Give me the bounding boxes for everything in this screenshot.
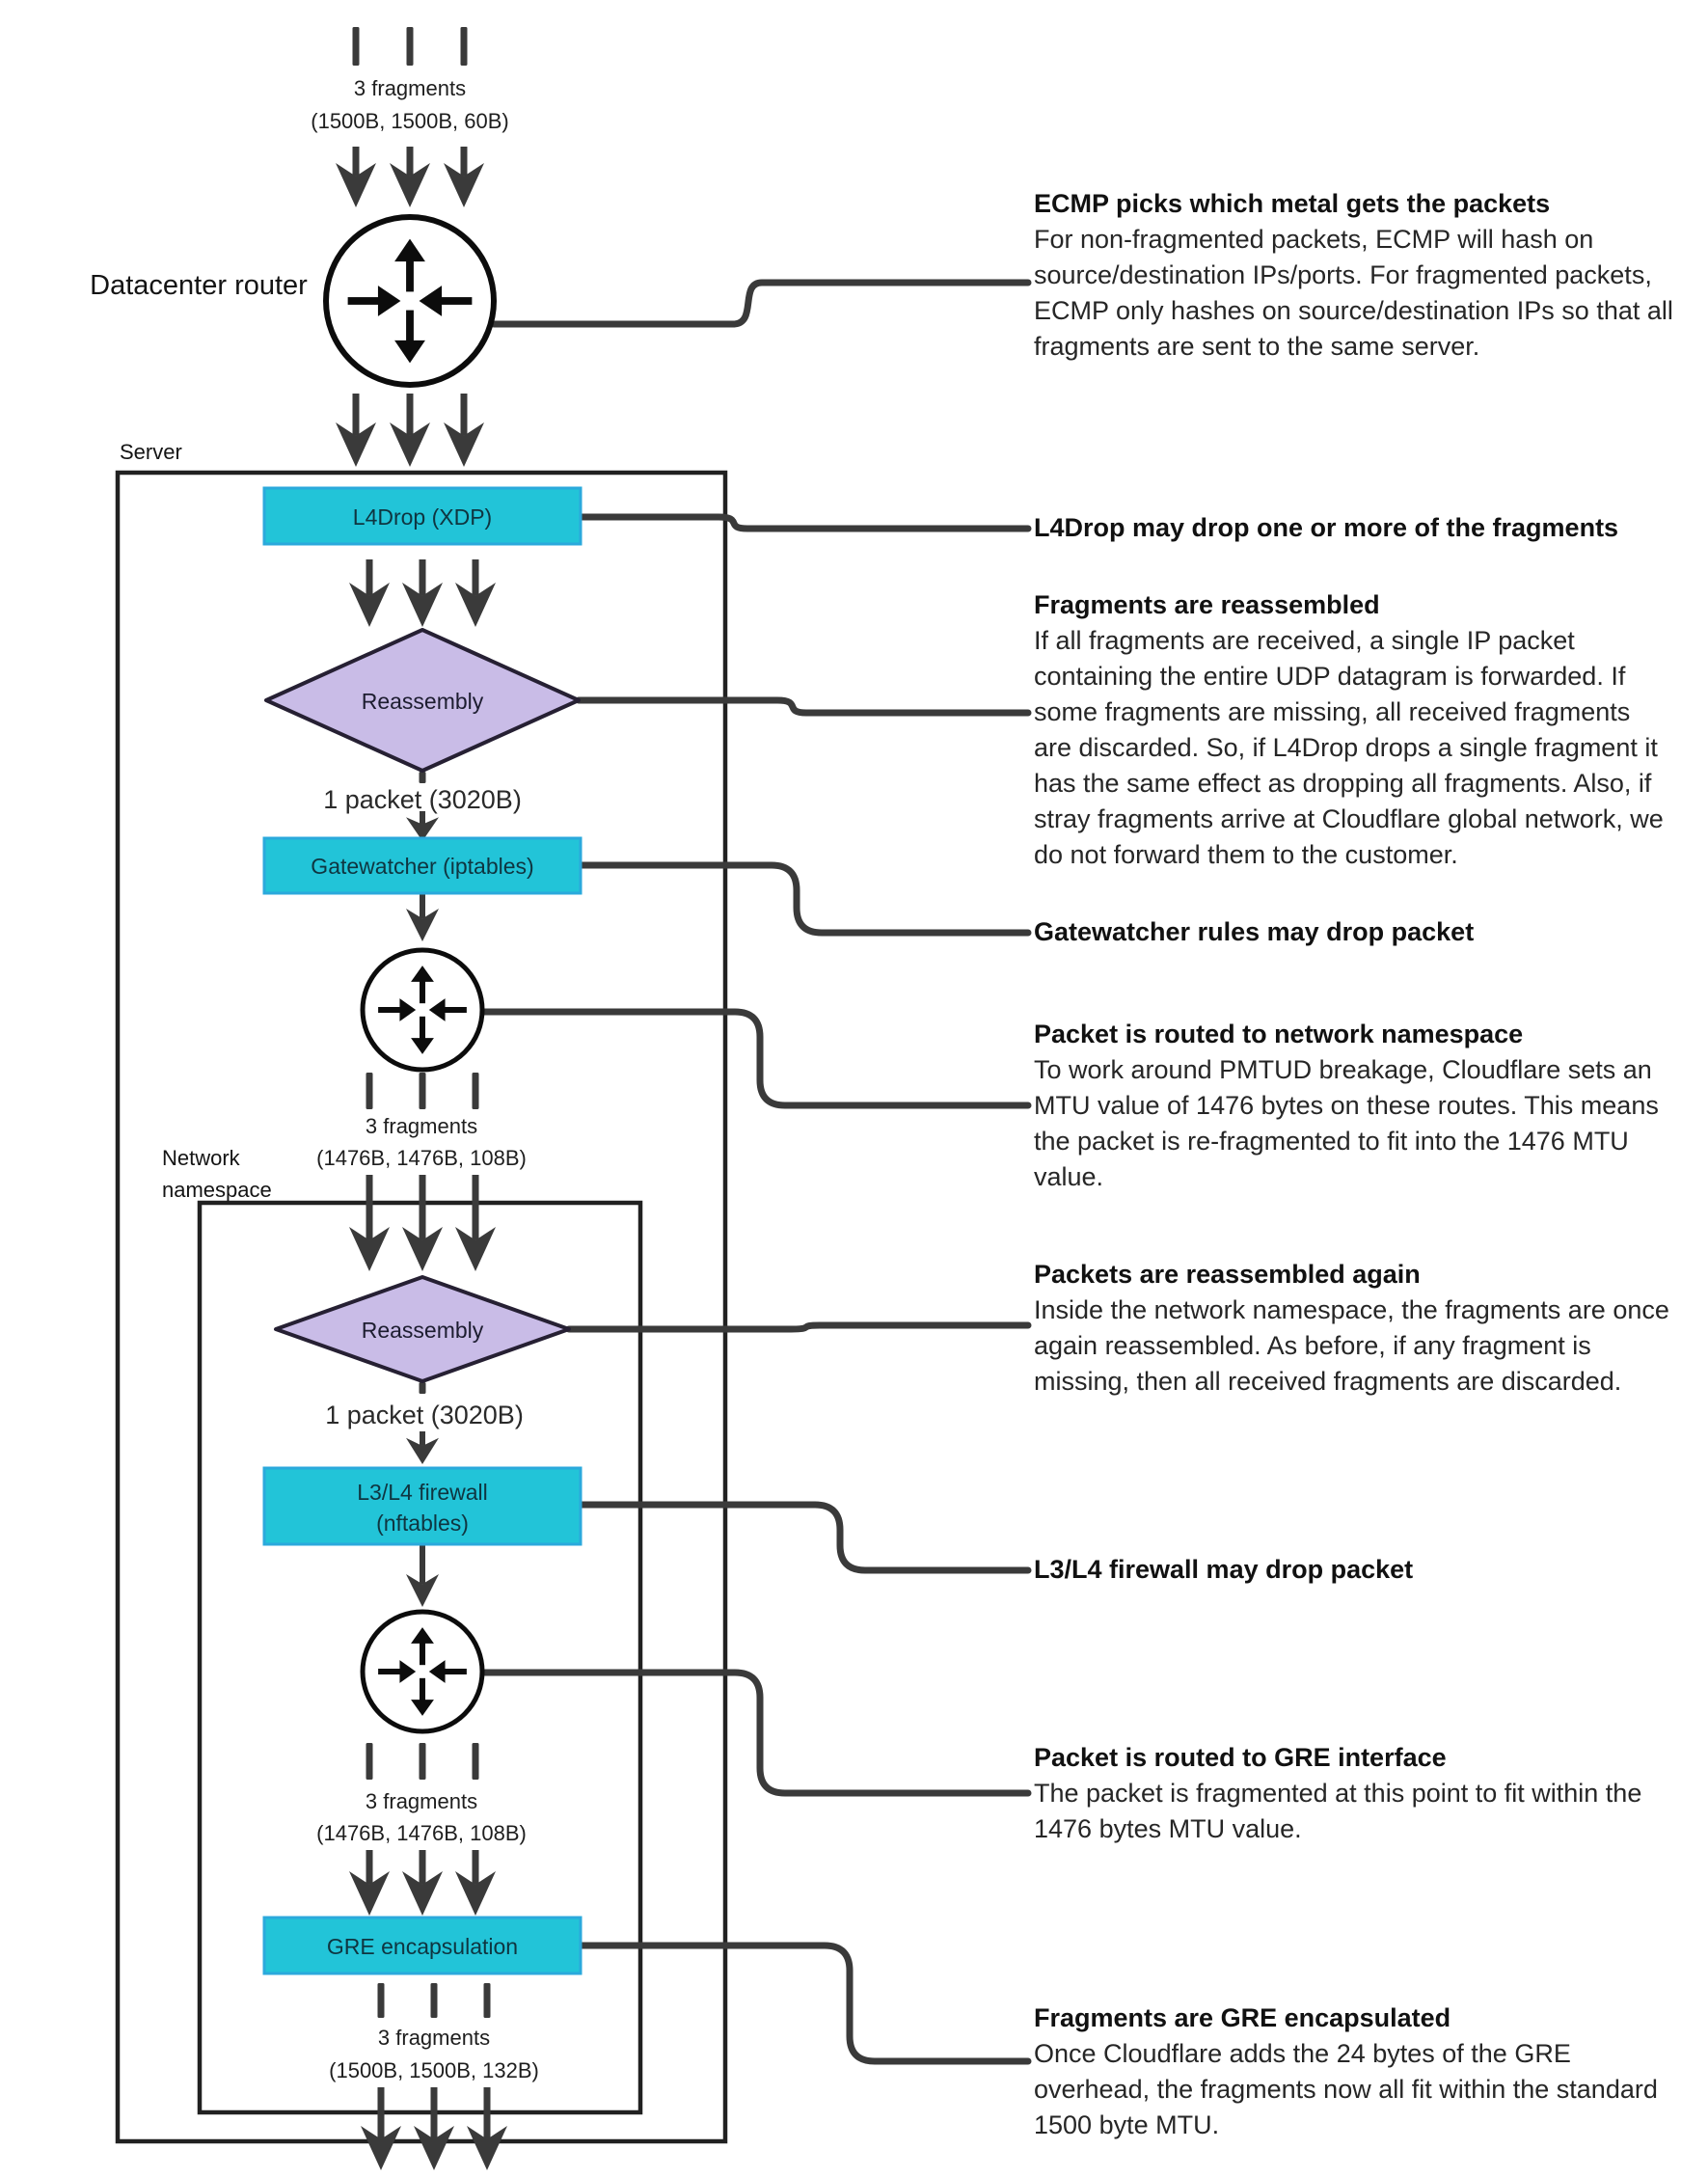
router-arrow-in-left-icon xyxy=(348,297,380,305)
annotation-title: Packet is routed to network namespace xyxy=(1034,1020,1524,1048)
fragment-dash xyxy=(378,1983,385,2018)
annotation-namespace-route xyxy=(1034,1017,1659,1195)
fragment-dash xyxy=(473,1743,479,1780)
gatewatcher-label: Gatewatcher (iptables) xyxy=(311,854,534,879)
annotation-title: Fragments are reassembled xyxy=(1034,590,1380,619)
annotation-line: overhead, the fragments now all fit within the standard xyxy=(1034,2075,1658,2104)
annotation-connector-line xyxy=(494,283,1028,324)
router-arrow-in-left-icon xyxy=(378,1007,401,1013)
fragment-sizes-label: (1476B, 1476B, 108B) xyxy=(316,1821,527,1845)
router-arrow-down-icon xyxy=(406,311,414,342)
fragment-dash xyxy=(407,27,414,66)
fragment-dash xyxy=(431,1983,438,2018)
annotation-line: again reassembled. As before, if any fragment is xyxy=(1034,1331,1591,1360)
annotation-connector-line xyxy=(581,1505,1028,1570)
annotation-connector-line xyxy=(569,1325,1028,1329)
annotation-line: fragments are sent to the same server. xyxy=(1034,332,1480,361)
annotation-title: L3/L4 firewall may drop packet xyxy=(1034,1555,1414,1584)
reassembly-1-label: Reassembly xyxy=(361,689,484,714)
annotation-connector-line xyxy=(579,700,1028,713)
flow-arrow-stem xyxy=(420,1850,426,1885)
fragment-count-label: 3 fragments xyxy=(365,1114,478,1138)
annotation-line: Once Cloudflare adds the 24 bytes of the GRE xyxy=(1034,2039,1571,2068)
annotation-line: missing, then all received fragments are discarded. xyxy=(1034,1367,1622,1396)
annotation-line: 1476 bytes MTU value. xyxy=(1034,1814,1302,1843)
flow-arrow-stem xyxy=(407,394,414,436)
annotation-connector-line xyxy=(482,1012,1028,1105)
fragment-count-label: 3 fragments xyxy=(377,2026,491,2050)
annotation-body xyxy=(1034,1052,1659,1195)
fragment-sizes-label: (1500B, 1500B, 132B) xyxy=(329,2058,539,2082)
annotation-line: 1500 byte MTU. xyxy=(1034,2110,1220,2139)
annotation-line: If all fragments are received, a single IP packet xyxy=(1034,626,1575,655)
router-arrow-in-left-icon xyxy=(378,1669,401,1674)
annotation-line: do not forward them to the customer. xyxy=(1034,840,1458,869)
reassembly-2-label: Reassembly xyxy=(361,1318,484,1343)
fragment-dash xyxy=(420,1073,426,1109)
annotation-title: Packet is routed to GRE interface xyxy=(1034,1743,1447,1772)
annotation-line: source/destination IPs/ports. For fragmented packets, xyxy=(1034,260,1652,289)
annotation-line: the packet is re-fragmented to fit into the 1476 MTU xyxy=(1034,1127,1629,1156)
annotation-connector-line xyxy=(482,1673,1028,1793)
fragment-dash xyxy=(366,1073,373,1109)
annotation-connector-line xyxy=(581,865,1028,933)
fragment-dash xyxy=(473,1073,479,1109)
annotation-reassembled xyxy=(1034,587,1664,873)
flow-arrow-stem xyxy=(473,559,479,596)
router-arrow-down-icon xyxy=(420,1017,425,1040)
fragment-dash xyxy=(420,1743,426,1780)
annotation-body xyxy=(1034,222,1673,365)
fragment-dash xyxy=(420,1382,426,1394)
annotation-gre-route xyxy=(1034,1740,1641,1847)
annotation-body xyxy=(1034,1776,1641,1847)
annotation-body xyxy=(1034,623,1664,873)
router-arrow-up-icon xyxy=(420,1642,425,1665)
annotation-title: Gatewatcher rules may drop packet xyxy=(1034,917,1475,946)
annotation-connector-line xyxy=(581,517,1028,529)
annotation-line: has the same effect as dropping all fragments. Also, if xyxy=(1034,769,1652,798)
annotation-body xyxy=(1034,1293,1669,1400)
flow-arrow-stem xyxy=(420,1544,425,1584)
flow-arrow-stem xyxy=(473,1175,479,1240)
router-arrow-in-right-icon xyxy=(440,297,472,305)
annotation-gatewatcher xyxy=(1034,914,1474,950)
annotation-line: The packet is fragmented at this point to fit within the xyxy=(1034,1779,1642,1808)
firewall-label-line1: L3/L4 firewall xyxy=(357,1480,488,1505)
fragment-dash xyxy=(420,772,426,783)
annotation-line: For non-fragmented packets, ECMP will hash on xyxy=(1034,225,1594,254)
flow-arrow-stem xyxy=(420,894,425,918)
annotation-title: ECMP picks which metal gets the packets xyxy=(1034,189,1551,218)
packet-2-label: 1 packet (3020B) xyxy=(325,1401,524,1429)
fragment-count-label: 3 fragments xyxy=(365,1789,478,1813)
annotation-line: stray fragments arrive at Cloudflare global network, we xyxy=(1034,804,1664,833)
flow-arrow-stem xyxy=(461,147,468,177)
flow-arrow-stem xyxy=(353,147,360,177)
annotation-title: L4Drop may drop one or more of the fragments xyxy=(1034,513,1619,542)
flow-arrow-stem xyxy=(420,559,426,596)
router-arrow-in-right-icon xyxy=(444,1669,467,1674)
router-arrow-down-icon xyxy=(420,1678,425,1701)
flow-arrow-stem xyxy=(461,394,468,436)
annotation-line: containing the entire UDP datagram is forwarded. If xyxy=(1034,662,1626,691)
flow-arrow-stem xyxy=(366,559,373,596)
router-arrow-in-right-icon xyxy=(444,1007,467,1013)
annotation-line: value. xyxy=(1034,1162,1104,1191)
annotation-reassembled-again xyxy=(1034,1257,1669,1400)
annotation-line: are discarded. So, if L4Drop drops a single fragment it xyxy=(1034,733,1658,762)
fragment-sizes-label: (1476B, 1476B, 108B) xyxy=(316,1146,527,1170)
firewall-label-line2: (nftables) xyxy=(376,1510,469,1536)
l4drop-label: L4Drop (XDP) xyxy=(352,504,493,530)
annotation-gre-encapsulated xyxy=(1034,2000,1658,2143)
annotation-line: MTU value of 1476 bytes on these routes. This means xyxy=(1034,1091,1659,1120)
packet-1-label: 1 packet (3020B) xyxy=(323,785,522,814)
annotation-title: Fragments are GRE encapsulated xyxy=(1034,2003,1451,2032)
router-arrow-up-icon xyxy=(406,259,414,291)
annotation-title: Packets are reassembled again xyxy=(1034,1260,1421,1289)
gre-label: GRE encapsulation xyxy=(326,1934,519,1959)
fragment-dash xyxy=(353,27,360,66)
flow-arrow-stem xyxy=(473,1850,479,1885)
fragment-sizes-label: (1500B, 1500B, 60B) xyxy=(311,109,509,133)
flow-arrow-stem xyxy=(407,147,414,177)
annotation-firewall xyxy=(1034,1552,1413,1588)
flow-arrow-stem xyxy=(484,2087,491,2139)
fragment-dash xyxy=(461,27,468,66)
annotation-line: some fragments are missing, all received fragments xyxy=(1034,697,1631,726)
fragment-dash xyxy=(484,1983,491,2018)
flow-arrow-stem xyxy=(353,394,360,436)
flow-arrow-stem xyxy=(366,1175,373,1240)
annotation-body xyxy=(1034,2036,1658,2143)
annotation-line: To work around PMTUD breakage, Cloudflare sets an xyxy=(1034,1055,1652,1084)
annotation-connector-line xyxy=(581,1946,1028,2061)
datacenter-router-label: Datacenter router xyxy=(90,270,308,301)
router-arrow-up-icon xyxy=(420,980,425,1003)
flow-arrow-stem xyxy=(378,2087,385,2139)
fragment-dash xyxy=(366,1743,373,1780)
flow-arrow-stem xyxy=(420,1175,426,1240)
flow-arrow-stem xyxy=(420,1431,425,1446)
flow-arrow-stem xyxy=(366,1850,373,1885)
network-namespace-label: Network namespace xyxy=(162,1146,272,1202)
annotation-l4drop xyxy=(1034,510,1618,546)
annotation-line: ECMP only hashes on source/destination IPs so that all xyxy=(1034,296,1673,325)
flow-arrow-stem xyxy=(431,2087,438,2139)
annotation-ecmp xyxy=(1034,186,1673,365)
server-label: Server xyxy=(120,440,182,464)
fragment-count-label: 3 fragments xyxy=(353,76,467,100)
annotation-line: Inside the network namespace, the fragments are once xyxy=(1034,1295,1669,1324)
